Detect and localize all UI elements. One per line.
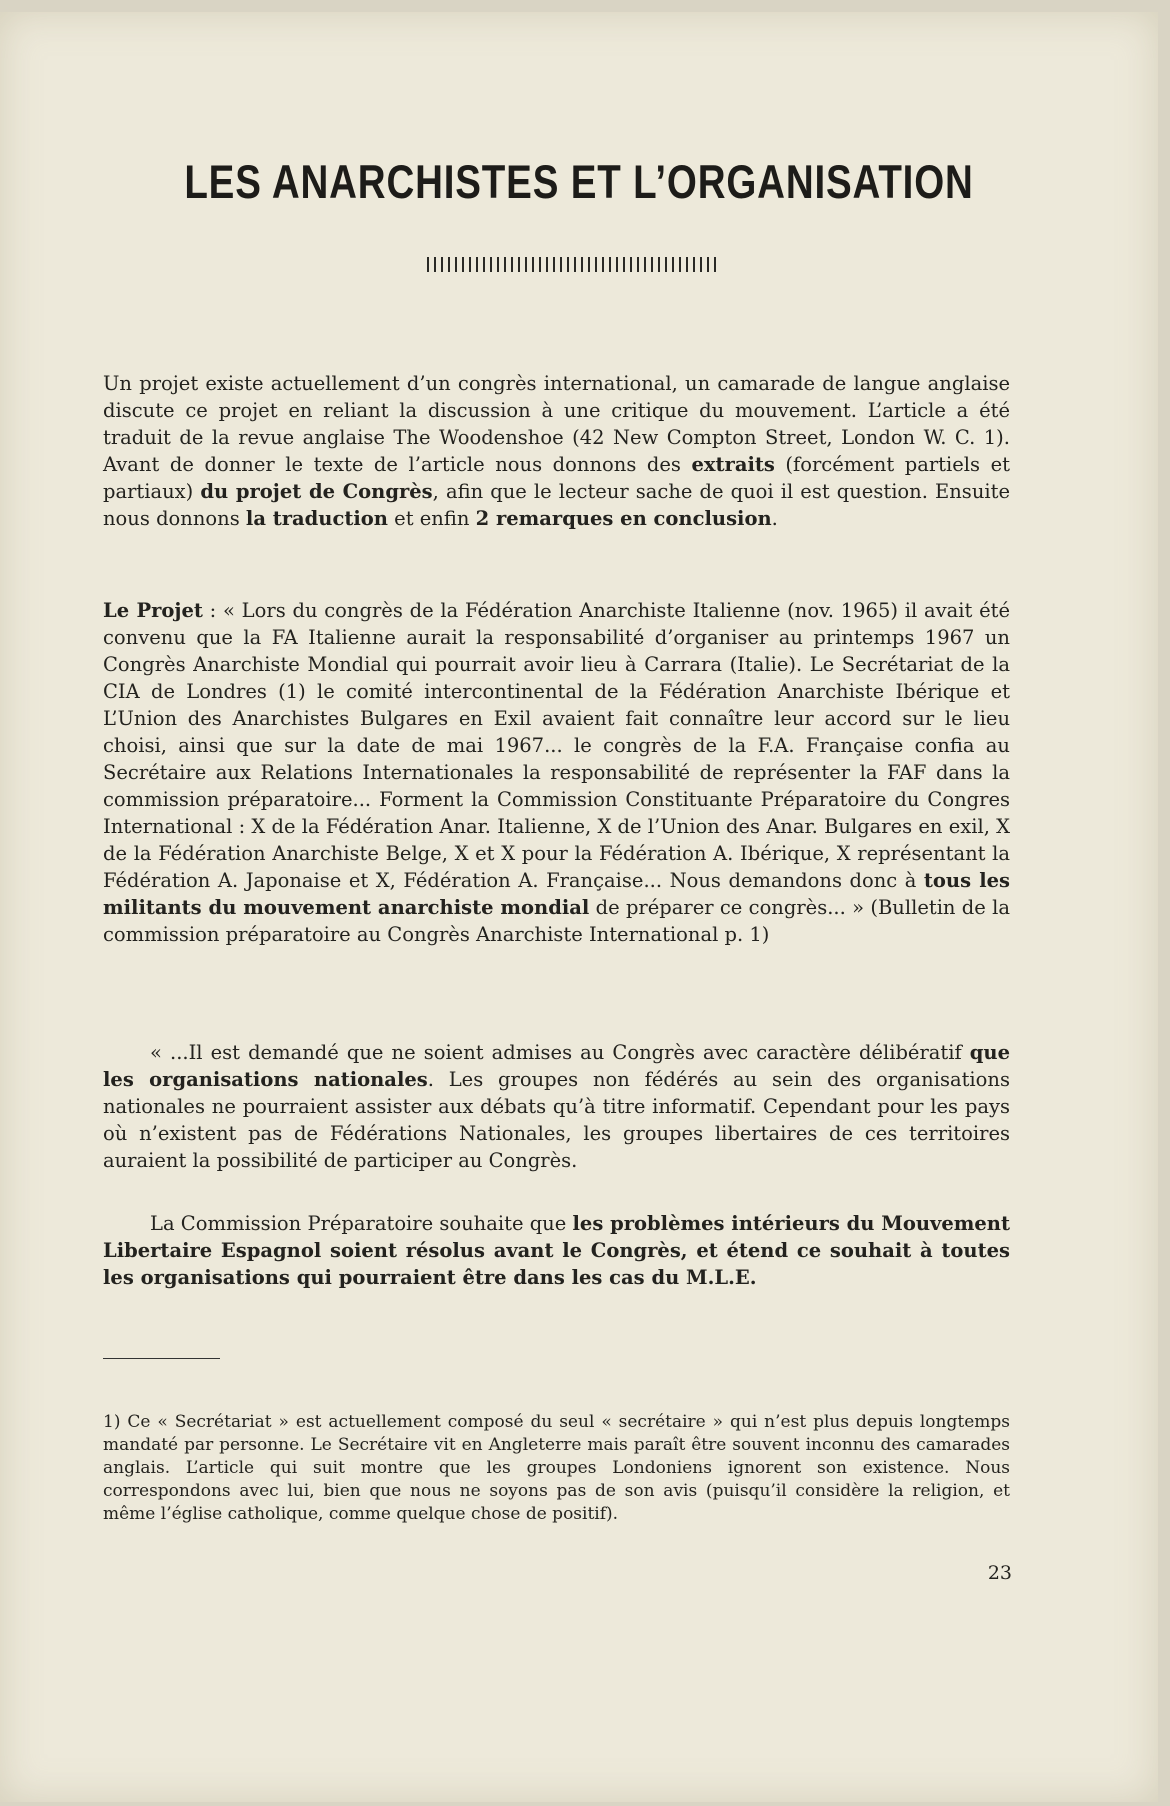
admission-paragraph: « ...Il est demandé que ne soient admises au Congrès avec caractère délibératif que les organisations nationales. Les groupes non fédérés au sein des organisations nationales ne pourraient assister aux débats qu’à titre informatif. Cependant pour les pays où n’existent pas de Fédérations Nationales, les groupes libertaires de ces territoires auraient la possibilité de participer au Congrès. [103, 1040, 1010, 1172]
projet-paragraph: Le Projet : « Lors du congrès de la Fédération Anarchiste Italienne (nov. 1965) il avait été convenu que la FA Italienne aurait la responsabilité d’organiser au printemps 1967 un Congrès Anarchiste Mondial qui pourrait avoir lieu à Carrara (Italie). Le Secrétariat de la CIA de Londres (1) le comité intercontinental de la Fédération Anarchiste Ibérique et L’Union des Anarchistes Bulgares en Exil avaient fait connaître leur accord sur le lieu choisi, ainsi que sur la date de mai 1967... le congrès de la F.A. Française confia au Secrétaire aux Relations Internationales la responsabilité de représenter la FAF dans la commission préparatoire... Forment la Commission Constituante Préparatoire du Congres International : X de la Fédération Anar. Italienne, X de l’Union des Anar. Bulgares en exil, X de la Fédération Anarchiste Belge, X et X pour la Fédération A. Ibérique, X représentant la Fédération A. Japonaise et X, Fédération A. Française... Nous demandons donc à tous les militants du mouvement anarchiste mondial de préparer ce congrès... » (Bulletin de la commission préparatoire au Congrès Anarchiste International p. 1) [103, 598, 1010, 946]
footnote-rule [103, 1358, 220, 1359]
projet-label: Le Projet [103, 598, 203, 622]
footnote: 1) Ce « Secrétariat » est actuellement composé du seul « secrétaire » qui n’est plus depuis longtemps mandaté par personne. Le Secrétaire vit en Angleterre mais paraît être souvent inconnu des camarades anglais. L’article qui suit montre que les groupes Londoniens ignorent son existence. Nous correspondons avec lui, bien que nous ne soyons pas de son avis (puisqu’il considère la religion, et même l’église catholique, comme quelque chose de positif). [103, 1412, 1010, 1524]
document-page [0, 12, 1158, 1802]
intro-paragraph: Un projet existe actuellement d’un congrès international, un camarade de langue anglaise discute ce projet en reliant la discussion à une critique du mouvement. L’article a été traduit de la revue anglaise The Woodenshoe (42 New Compton Street, London W. C. 1). Avant de donner le texte de l’article nous donnons des extraits (forcément partiels et partiaux) du projet de Congrès, afin que le lecteur sache de quoi il est question. Ensuite nous donnons la traduction et enfin 2 remarques en conclusion. [103, 371, 1010, 530]
decorative-divider [427, 257, 717, 272]
commission-paragraph: La Commission Préparatoire souhaite que les problèmes intérieurs du Mouvement Libertaire Espagnol soient résolus avant le Congrès, et étend ce souhait à toutes les organisations qui pourraient être dans les cas du M.L.E. [103, 1211, 1010, 1289]
page-title: LES ANARCHISTES ET L’ORGANISATION [184, 155, 974, 208]
page-number: 23 [987, 1562, 1012, 1584]
